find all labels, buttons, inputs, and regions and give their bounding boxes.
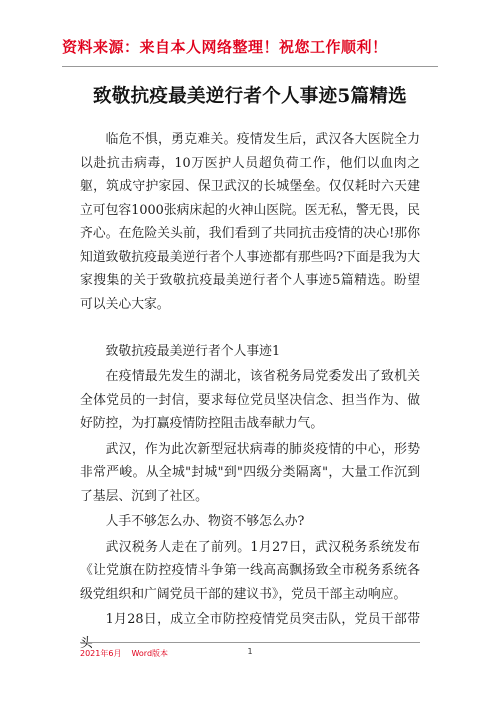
- page-footer: [80, 642, 420, 667]
- document-title: 致敬抗疫最美逆行者个人事迹5篇精选: [93, 86, 407, 107]
- document-body: [80, 128, 420, 655]
- page-number: 1: [247, 647, 253, 656]
- footer-date: 2021年6月: [80, 649, 122, 658]
- source-banner: 资料来源：来自本人网络整理！祝您工作顺利！: [62, 38, 388, 56]
- section-heading: 致敬抗疫最美逆行者个人事迹1: [105, 343, 281, 359]
- footer-edition: Word版本: [131, 649, 169, 658]
- body-paragraph: 武汉税务人走在了前列。1月27日，武汉税务系统发布《让党旗在防控疫情斗争第一线高高飘扬致全市税务系统各级党组织和广阔党员干部的建议书》，党员干部主动响应。: [80, 539, 420, 602]
- intro-paragraph: 临危不惧，勇克难关。疫情发生后，武汉各大医院全力以赴抗击病毒，10万医护人员超负荷工作，他们以血肉之躯，筑成守护家园、保卫武汉的长城堡垒。仅仅耗时六天建立可包容1000张病床起的火神山医院。医无私，警无畏，民齐心。在危险关头前，我们看到了共同抗击疫情的决心!那你知道致敬抗疫最美逆行者个人事迹都有那些吗?下面是我为大家搜集的关于致敬抗疫最美逆行者个人事迹5篇精选。盼望可以关心大家。: [80, 132, 420, 312]
- header-divider: [62, 66, 438, 67]
- body-paragraph: 人手不够怎么办、物资不够怎么办?: [105, 514, 305, 529]
- body-paragraph: 在疫情最先发生的湖北，该省税务局党委发出了致机关全体党员的一封信，要求每位党员坚决信念、担当作为、做好防控，为打赢疫情防控阻击战奉献力气。: [80, 369, 420, 431]
- body-paragraph: 1月28日，成立全市防控疫情党员突击队，党员干部带头: [80, 612, 420, 651]
- body-paragraph: 武汉，作为此次新型冠状病毒的肺炎疫情的中心，形势非常严峻。从全城"封城"到"四级分类隔离"，大量工作沉到了基层、沉到了社区。: [80, 441, 420, 504]
